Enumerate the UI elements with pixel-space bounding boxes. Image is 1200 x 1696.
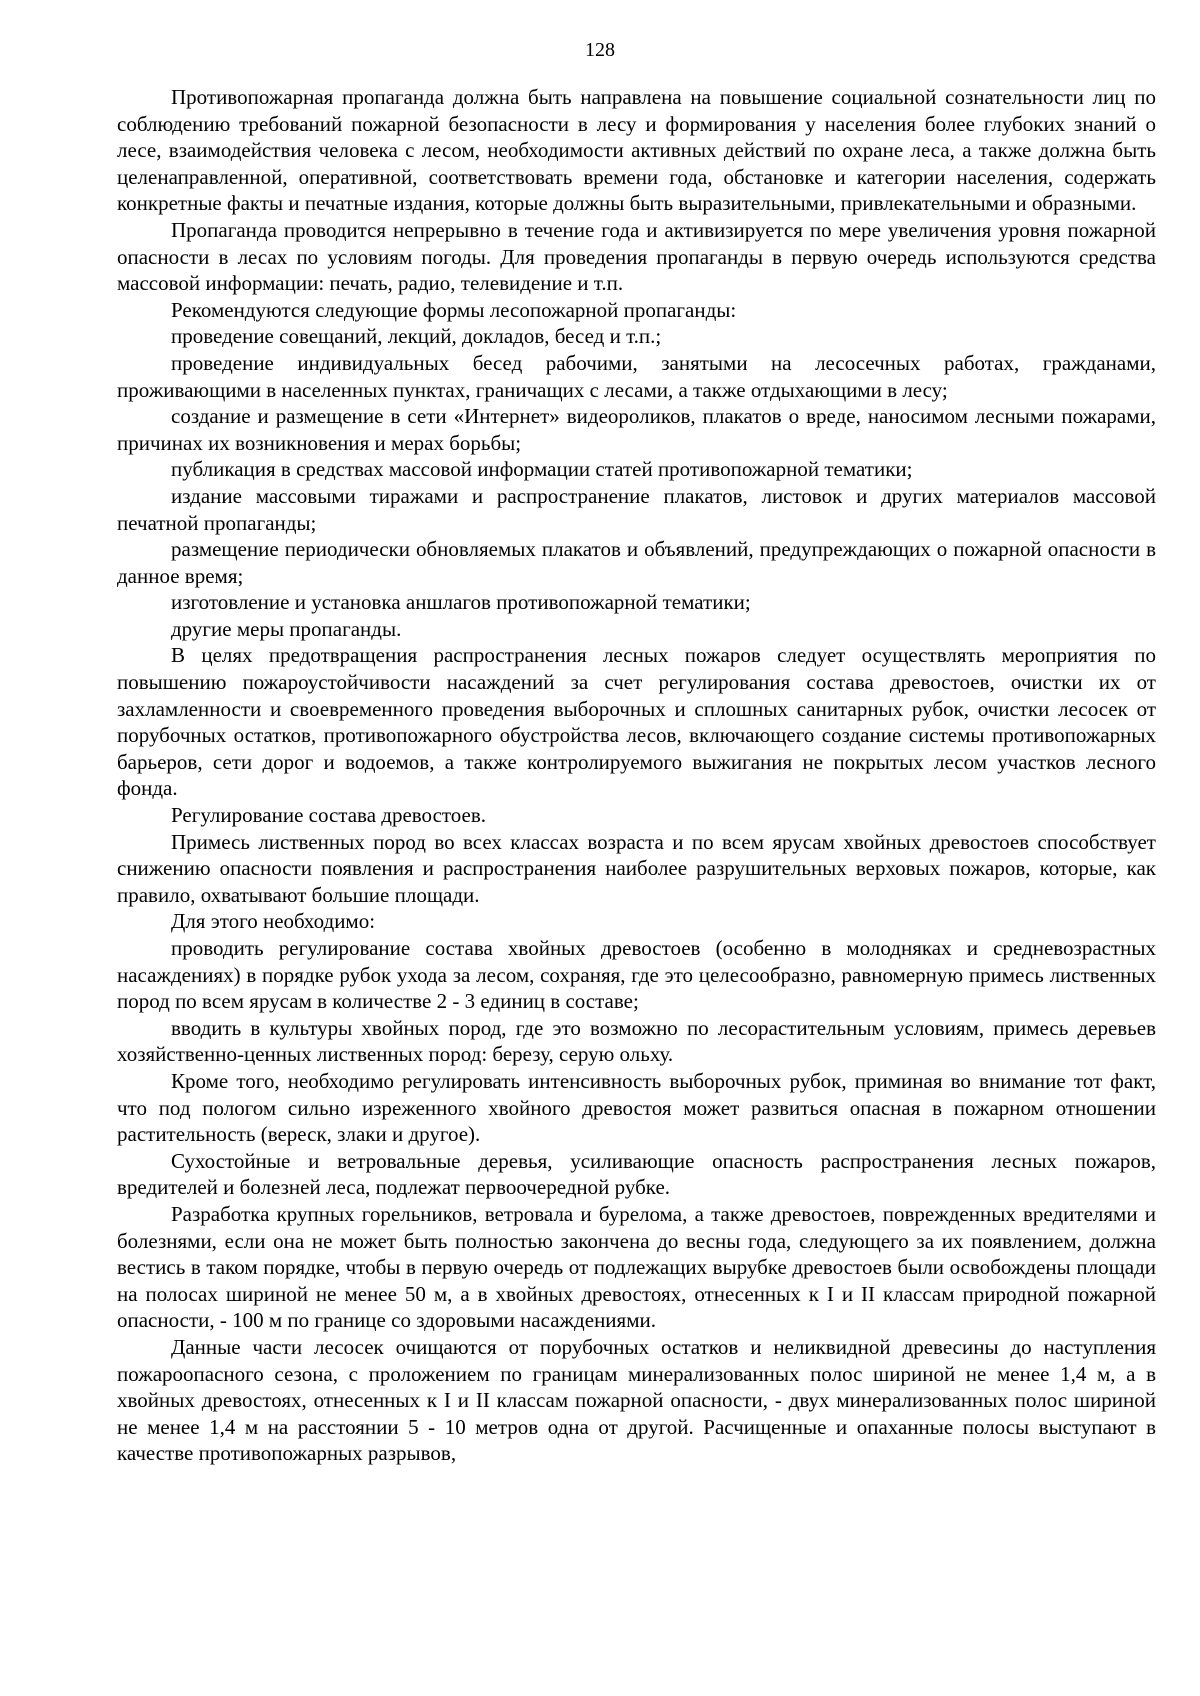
list-item: проведение совещаний, лекций, докладов, бесед и т.п.; bbox=[171, 324, 662, 349]
list-item: проводить регулирование состава хвойных древостоев (особенно в молодняках и средневозрастных насаждениях) в порядке рубок ухода за лесом, сохраняя, где это целесообразно, равномерную примесь лиственных пород по всем ярусам в количестве 2 - 3 единиц в составе; bbox=[117, 936, 1156, 1014]
list-item: изготовление и установка аншлагов противопожарной тематики; bbox=[171, 590, 751, 615]
list-item: издание массовыми тиражами и распространение плакатов, листовок и других материалов массовой печатной пропаганды; bbox=[117, 483, 1156, 535]
paragraph: Противопожарная пропаганда должна быть направлена на повышение социальной сознательности лиц по соблюдению требований пожарной безопасности в лесу и формирования у населения более глубоких знаний о лесе, взаимодействия человека с лесом, необходимости активных действий по охране леса, а также должна быть целенаправленной, оперативной, соответствовать времени года, обстановке и категории населения, содержать конкретные факты и печатные издания, которые должны быть выразительными, привлекательными и образными. bbox=[117, 85, 1156, 216]
paragraph: Примесь лиственных пород во всех классах возраста и по всем ярусам хвойных древостоев способствует снижению опасности появления и распространения наиболее разрушительных верховых пожаров, которые, как правило, охватывают большие площади. bbox=[117, 829, 1156, 907]
paragraph: Пропаганда проводится непрерывно в течение года и активизируется по мере увеличения уровня пожарной опасности в лесах по условиям погоды. Для проведения пропаганды в первую очередь используются средства массовой информации: печать, радио, телевидение и т.п. bbox=[117, 217, 1156, 296]
paragraph: Разработка крупных горельников, ветровала и бурелома, а также древостоев, поврежденных вредителями и болезнями, если она не может быть полностью закончена до весны года, следующего за их появлением, должна вестись в таком порядке, чтобы в первую очередь от подлежащих вырубке древостоев были освобождены площади на полосах шириной не менее 50 м, а в хвойных древостоях, отнесенных к I и II классам природной пожарной опасности, - 100 м по границе со здоровыми насаждениями. bbox=[117, 1201, 1156, 1333]
paragraph: Сухостойные и ветровальные деревья, усиливающие опасность распространения лесных пожаров, вредителей и болезней леса, подлежат первоочередной рубке. bbox=[117, 1148, 1156, 1200]
list-item: вводить в культуры хвойных пород, где это возможно по лесорастительным условиям, примесь деревьев хозяйственно-ценных лиственных пород: березу, серую ольху. bbox=[117, 1015, 1156, 1067]
paragraph: Данные части лесосек очищаются от порубочных остатков и неликвидной древесины до наступления пожароопасного сезона, с проложением по границам минерализованных полос шириной не менее 1,4 м, а в хвойных древостоях, отнесенных к I и II классам пожарной опасности, - двух минерализованных полос шириной не менее 1,4 м на расстоянии 5 - 10 метров одна от другой. Расчищенные и опаханные полосы выступают в качестве противопожарных разрывов, bbox=[117, 1334, 1156, 1466]
list-item: размещение периодически обновляемых плакатов и объявлений, предупреждающих о пожарной опасности в данное время; bbox=[117, 537, 1156, 588]
page-number: 128 bbox=[585, 39, 615, 61]
list-item: проведение индивидуальных бесед рабочими, занятыми на лесосечных работах, гражданами, проживающими в населенных пунктах, граничащих с лесами, а также отдыхающими в лесу; bbox=[117, 350, 1156, 402]
body-text bbox=[117, 84, 1156, 1467]
paragraph: В целях предотвращения распространения лесных пожаров следует осуществлять мероприятия по повышению пожароустойчивости насаждений за счет регулирования состава древостоев, очистки их от захламленности и своевременного проведения выборочных и сплошных санитарных рубок, очистки лесосек от порубочных остатков, противопожарного обустройства лесов, включающего создание системы противопожарных барьеров, сети дорог и водоемов, а также контролируемого выжигания не покрытых лесом участков лесного фонда. bbox=[117, 643, 1156, 801]
list-item: публикация в средствах массовой информации статей противопожарной тематики; bbox=[171, 457, 913, 482]
list-item: создание и размещение в сети «Интернет» видеороликов, плакатов о вреде, наносимом лесными пожарами, причинах их возникновения и мерах борьбы; bbox=[117, 404, 1156, 455]
paragraph: Для этого необходимо: bbox=[171, 909, 376, 934]
section-heading: Регулирование состава древостоев. bbox=[171, 803, 487, 828]
paragraph: Кроме того, необходимо регулировать интенсивность выборочных рубок, приминая во внимание тот факт, что под пологом сильно изреженного хвойного древостоя может развиться опасная в пожарном отношении растительность (вереск, злаки и другое). bbox=[117, 1068, 1156, 1147]
list-item: другие меры пропаганды. bbox=[171, 616, 402, 641]
paragraph: Рекомендуются следующие формы лесопожарной пропаганды: bbox=[171, 297, 737, 322]
